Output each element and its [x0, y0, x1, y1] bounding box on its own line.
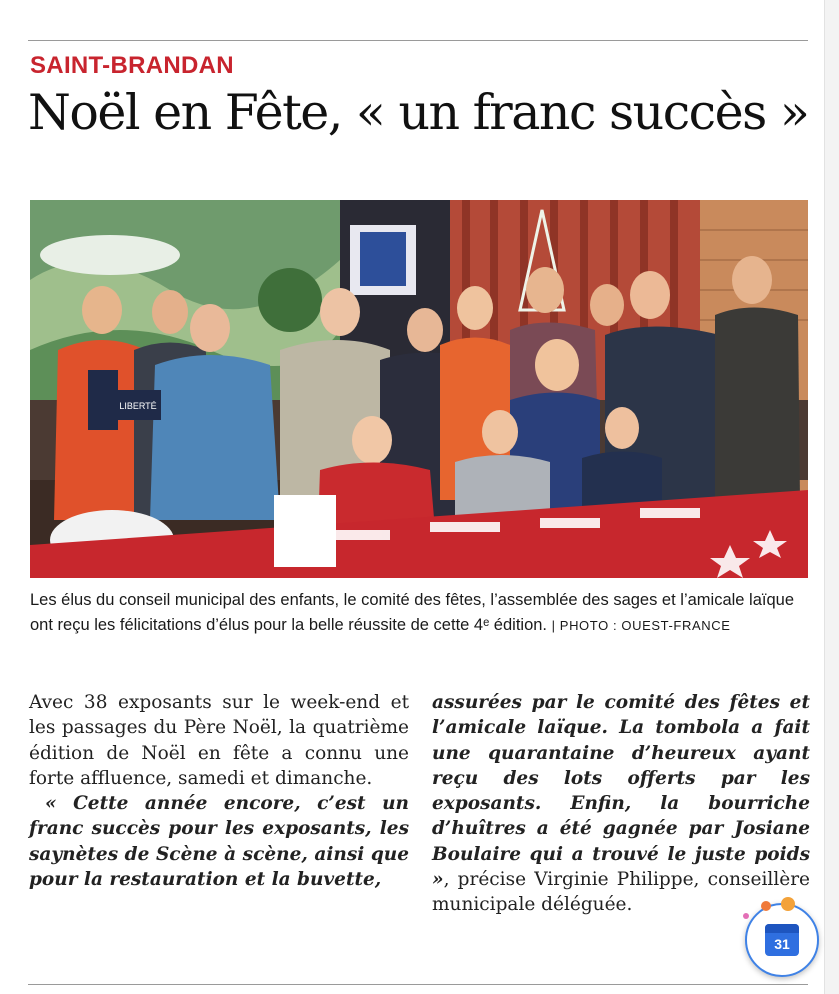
- quote-continuation: assurées par le comité des fêtes et l’amicale laïque. La tombola a fait une quarantaine d’heureux ayant reçu des lots offerts par les exposants. Enfin, la bourriche d’huîtres a été gagnée par Josiane Boulaire qui a trouvé le juste poids »: [432, 692, 810, 891]
- calendar-icon: [765, 924, 799, 956]
- paragraph-quote-end: [432, 690, 810, 918]
- top-rule: [28, 40, 808, 41]
- bottom-rule: [28, 984, 808, 985]
- caption-text: Les élus du conseil municipal des enfants, le comité des fêtes, l’assemblée des sages et l’amicale laïque ont reçu les félicitations d’élus pour la belle réussite de cette 4ᵉ édition.: [30, 591, 795, 634]
- group-photo: [30, 200, 808, 578]
- article-column-1: [29, 690, 409, 892]
- photo-sign-text: LIBERTÉ: [119, 401, 157, 411]
- paragraph-quote-start: « Cette année encore, c’est un franc succès pour les exposants, les saynètes de Scène à scène, ainsi que pour la restauration et la buvette,: [29, 793, 409, 891]
- kicker-location: SAINT-BRANDAN: [30, 52, 234, 79]
- calendar-widget-button[interactable]: [745, 903, 819, 977]
- article-column-2: [432, 690, 810, 918]
- calendar-day: 31: [774, 936, 790, 952]
- photo-credit: | PHOTO : OUEST-FRANCE: [551, 618, 731, 633]
- headline: Noël en Fête, « un franc succès »: [28, 84, 809, 141]
- photo-caption: [30, 588, 812, 638]
- decoration-dot: [781, 897, 795, 911]
- photo-illustration: [30, 200, 808, 578]
- attribution-text: , précise Virginie Philippe, conseillère municipale déléguée.: [432, 869, 810, 916]
- decoration-dot: [743, 913, 749, 919]
- paragraph-intro: Avec 38 exposants sur le week-end et les passages du Père Noël, la quatrième édition de Noël en fête a connu une forte affluence, samedi et dimanche.: [29, 692, 409, 789]
- page-edge: [824, 0, 839, 994]
- decoration-dot: [761, 901, 771, 911]
